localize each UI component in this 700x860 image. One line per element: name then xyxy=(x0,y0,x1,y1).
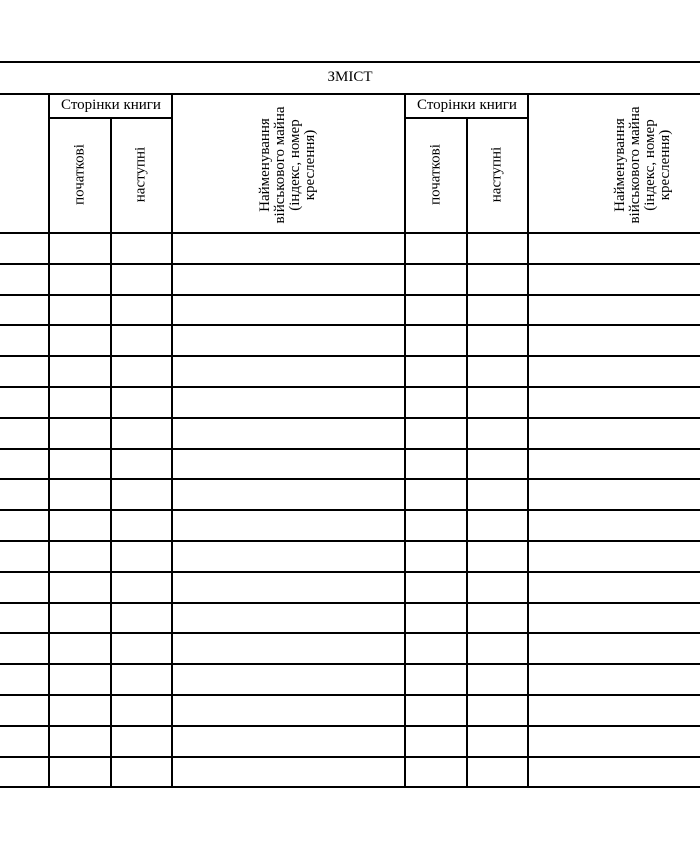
table-row-line xyxy=(0,324,700,326)
table-row-line xyxy=(0,571,700,573)
table-row-line xyxy=(0,756,700,758)
book-pages-header-right: Сторінки книги xyxy=(417,97,517,113)
table-row-line xyxy=(0,509,700,511)
table-row-line xyxy=(0,725,700,727)
subheader-initial-right: початкові xyxy=(427,144,444,205)
column-divider xyxy=(404,93,406,788)
column-divider xyxy=(110,117,112,788)
column-divider xyxy=(171,93,173,788)
table-border-top xyxy=(0,61,700,63)
table-row-line xyxy=(0,786,700,788)
table-row-line xyxy=(0,632,700,634)
table-row-line xyxy=(0,663,700,665)
table-row-line xyxy=(0,602,700,604)
subheader-next-right: наступні xyxy=(488,146,505,203)
column-divider xyxy=(466,117,468,788)
table-row-line xyxy=(0,448,700,450)
item-name-header-right: Найменування військового майна (індекс, номер креслення) xyxy=(612,106,673,224)
table-row-line xyxy=(0,417,700,419)
title-row-divider xyxy=(0,93,700,95)
table-row-line xyxy=(0,694,700,696)
table-row-line xyxy=(0,263,700,265)
table-row-line xyxy=(0,355,700,357)
table-row-line xyxy=(0,386,700,388)
subheader-initial-left: початкові xyxy=(71,144,88,205)
table-row-line xyxy=(0,478,700,480)
subheader-next-left: наступні xyxy=(132,146,149,203)
column-divider xyxy=(527,93,529,788)
column-divider xyxy=(48,93,50,788)
header-bottom-border xyxy=(0,232,700,234)
table-row-line xyxy=(0,294,700,296)
item-name-header-left: Найменування військового майна (індекс, номер креслення) xyxy=(257,106,318,224)
table-title: ЗМІСТ xyxy=(327,69,373,85)
book-pages-header-left: Сторінки книги xyxy=(61,97,161,113)
table-row-line xyxy=(0,540,700,542)
